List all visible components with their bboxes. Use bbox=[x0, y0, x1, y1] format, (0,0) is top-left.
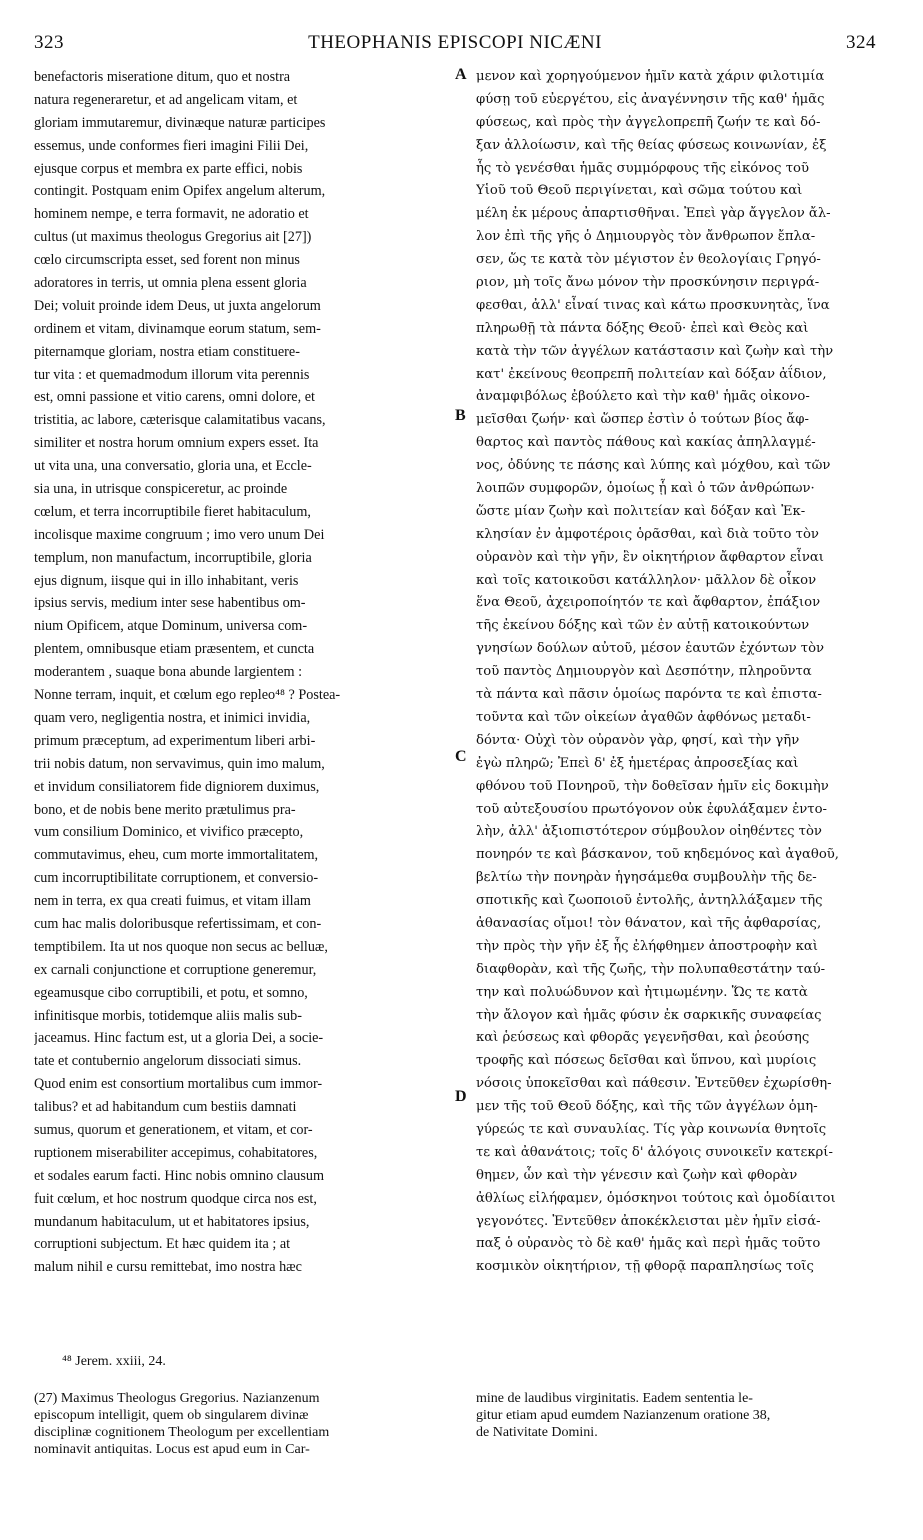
latin-text-line: corruptioni subjectum. Et hæc quidem ita ; at bbox=[34, 1236, 291, 1253]
greek-text-line: καὶ τοῖς κατοικοῦσι κατάλληλον· μᾶλλον δὲ οἶκον bbox=[476, 572, 817, 588]
latin-text-line: ipsius servis, medium inter sese habentibus om- bbox=[34, 595, 306, 612]
latin-text-line: templum, non manufactum, incorruptibile, gloria bbox=[34, 549, 312, 566]
greek-text-line: τοῦντα καὶ τῶν οἰκείων ἀγαθῶν ἀφθόνως μεταδι- bbox=[476, 709, 811, 725]
greek-text-line: ἕνα Θεοῦ, ἀχειροποίητόν τε καὶ ἄφθαρτον, ἐπάξιον bbox=[476, 595, 821, 611]
latin-text-line: similiter et nostra horum omnium expers esset. Ita bbox=[34, 435, 319, 452]
greek-text-line: βελτίω τὴν πονηρὰν ἡγησάμεθα συμβουλὴν τῆς δε- bbox=[476, 870, 817, 886]
latin-text-line: sumus, quorum et generationem, et vitam, et cor- bbox=[34, 1121, 313, 1138]
latin-text-line: cum incorruptibilitate corruptionem, et conversio- bbox=[34, 870, 319, 887]
greek-text-line: φθόνου τοῦ Πονηροῦ, τὴν δοθεῖσαν ἡμῖν εἰς δοκιμὴν bbox=[476, 778, 829, 794]
latin-text-line: tur vita : et quemadmodum illorum vita perennis bbox=[34, 366, 310, 383]
latin-text-line: commutavimus, eheu, cum morte immortalitatem, bbox=[34, 847, 319, 864]
greek-text-line: μέλη ἐκ μέρους ἀπαρτισθῆναι. Ἐπεὶ γὰρ ἄγγελον ἄλ- bbox=[476, 206, 831, 222]
running-header bbox=[34, 32, 876, 58]
greek-text-line: ὥστε μίαν ζωὴν καὶ πολιτείαν καὶ δόξαν καὶ Ἐκ- bbox=[476, 503, 806, 519]
latin-text-line: adoratores in terris, ut omnia plena essent gloria bbox=[34, 275, 307, 292]
greek-text-column bbox=[476, 66, 874, 1279]
greek-text-line: ἀθλίως εἰλήφαμεν, ὁμόσκηνοι τούτοις καὶ ὁμοδίαιτοι bbox=[476, 1190, 836, 1206]
latin-text-line: plentem, omnibusque etiam præsentem, et cuncta bbox=[34, 641, 315, 658]
latin-text-line: tristitia, ac labore, cæterisque calamitatibus vacans, bbox=[34, 412, 326, 429]
section-marker-d: D bbox=[455, 1088, 467, 1105]
greek-text-line: σεν, ὥς τε κατὰ τὸν μέγιστον ἐν θεολογίαις Γρηγό- bbox=[476, 252, 821, 268]
latin-text-line: tate et contubernio angelorum dissociati simus. bbox=[34, 1053, 302, 1070]
greek-text-line: γνησίων δούλων αὐτοῦ, μέσον ἑαυτῶν ἐχόντων τὸν bbox=[476, 641, 825, 657]
latin-text-line: ejus dignum, iisque qui in illo inhabitant, veris bbox=[34, 572, 299, 589]
latin-text-line: et invidum consiliatorem fide digniorem duximus, bbox=[34, 778, 320, 795]
latin-text-line: contingit. Postquam enim Opifex angelum alterum, bbox=[34, 183, 326, 200]
greek-text-line: ξαν ἀλλοίωσιν, καὶ τῆς θείας φύσεως κοινωνίαν, ἐξ bbox=[476, 137, 827, 153]
greek-text-line: παξ ὁ οὐρανὸς τὸ δὲ καθ' ἡμᾶς καὶ περὶ ἡμᾶς τοῦτο bbox=[476, 1236, 821, 1252]
latin-text-line: bono, et de nobis bene merito prætulimus pra- bbox=[34, 801, 296, 818]
latin-text-line: Quod enim est consortium mortalibus cum immor- bbox=[34, 1076, 323, 1093]
greek-text-line: την καὶ πολυώδυνον καὶ ἠτιμωμένην. Ὥς τε κατὰ bbox=[476, 984, 808, 1000]
note-text-line: de Nativitate Domini. bbox=[476, 1425, 598, 1440]
greek-text-line: μεῖσθαι ζωήν· καὶ ὥσπερ ἐστὶν ὁ τούτων βίος ἄφ- bbox=[476, 412, 809, 428]
greek-text-line: τὴν ἄλογον καὶ ἡμᾶς φύσιν ἐκ σαρκικῆς συναφείας bbox=[476, 1007, 822, 1023]
latin-text-line: temptibilem. Ita ut nos quoque non secus ac belluæ, bbox=[34, 938, 328, 955]
greek-text-line: τῆς ἐκείνου δόξης καὶ τῶν ἐν αὐτῇ κατοικούντων bbox=[476, 618, 810, 634]
latin-text-line: et sodales earum facti. Hinc nobis omnino clausum bbox=[34, 1167, 324, 1184]
greek-text-line: λὴν, ἀλλ' ἀξιοπιστότερον σύμβουλον οἰηθέντες τὸν bbox=[476, 824, 822, 840]
greek-text-line: ἀναμφιβόλως ἐβούλετο καὶ τὴν καθ' ἡμᾶς οἰκονο- bbox=[476, 389, 810, 405]
section-marker-a: A bbox=[455, 66, 467, 83]
latin-text-line: infinitisque morbis, totidemque aliis malis sub- bbox=[34, 1007, 302, 1024]
latin-text-line: quam vero, negligentia nostra, et inimici invidia, bbox=[34, 709, 311, 726]
greek-text-line: σποτικῆς καὶ ζωοποιοῦ ἐντολῆς, ἀντηλλάξαμεν τῆς bbox=[476, 893, 823, 909]
latin-text-line: ordinem et vitam, divinamque eorum statum, sem- bbox=[34, 320, 321, 337]
greek-text-line: θημεν, ὧν καὶ τὴν γένεσιν καὶ ζωὴν καὶ φθορὰν bbox=[476, 1167, 798, 1183]
greek-text-line: μεν τῆς τοῦ Θεοῦ δόξης, καὶ τῆς τῶν ἀγγέλων ὁμη- bbox=[476, 1099, 818, 1115]
section-marker-c: C bbox=[455, 748, 467, 765]
greek-text-line: νόσοις ὑποκεῖσθαι καὶ πάθεσιν. Ἐντεῦθεν ἐχωρίσθη- bbox=[476, 1076, 832, 1092]
editor-note-right bbox=[476, 1390, 874, 1441]
latin-text-line: cum hac malis doloribusque refertissimam, et con- bbox=[34, 915, 322, 932]
greek-text-line: κλησίαν ἐν ἀμφοτέροις ὁρᾶσθαι, καὶ διὰ τοῦτο τὸν bbox=[476, 526, 819, 542]
greek-text-line: ἐγὼ πληρῶ; Ἐπεὶ δ' ἐξ ἡμετέρας ἀπροσεξίας καὶ bbox=[476, 755, 799, 771]
greek-text-line: τε καὶ ἀθανάτοις; τοῖς δ' ἀλόγοις συνοικεῖν κατεκρί- bbox=[476, 1144, 833, 1160]
greek-text-line: διαφθορὰν, καὶ τῆς ζωῆς, τὴν πολυπαθεστάτην ταύ- bbox=[476, 961, 826, 977]
greek-text-line: πληρωθῇ τὰ πάντα δόξης Θεοῦ· ἐπεὶ καὶ Θεὸς καὶ bbox=[476, 320, 809, 336]
greek-text-line: λον ἐπὶ τῆς γῆς ὁ Δημιουργὸς τὸν ἄνθρωπον ἔπλα- bbox=[476, 229, 816, 245]
note-text-line: nominavit antiquitas. Locus est apud eum in Car- bbox=[34, 1442, 310, 1457]
latin-text-column bbox=[34, 66, 450, 1279]
note-text-line: gitur etiam apud eumdem Nazianzenum oratione 38, bbox=[476, 1408, 771, 1423]
note-text-line: (27) Maximus Theologus Gregorius. Nazianzenum bbox=[34, 1391, 320, 1406]
greek-text-line: κατὰ τὴν τῶν ἀγγέλων κατάστασιν καὶ ζωὴν καὶ τὴν bbox=[476, 343, 834, 359]
latin-text-line: cultus (ut maximus theologus Gregorius ait [27]) bbox=[34, 229, 312, 246]
greek-text-line: τροφῆς καὶ πόσεως δεῖσθαι καὶ ὕπνου, καὶ μυρίοις bbox=[476, 1053, 817, 1069]
latin-text-line: primum præceptum, ad experimentum liberi arbi- bbox=[34, 732, 316, 749]
page-number-left: 323 bbox=[34, 32, 64, 53]
greek-text-line: ἀθανασίας οἴμοι! τὸν θάνατον, καὶ τῆς ἀφθαρσίας, bbox=[476, 915, 822, 931]
latin-text-line: ex carnali conjunctione et corruptione generemur, bbox=[34, 961, 317, 978]
latin-text-line: ut vita una, una conversatio, gloria una, et Eccle- bbox=[34, 458, 312, 475]
latin-text-line: trii nobis datum, non servavimus, quin imo malum, bbox=[34, 755, 325, 772]
greek-text-line: μενον καὶ χορηγούμενον ἡμῖν κατὰ χάριν φιλοτιμία bbox=[476, 69, 825, 84]
latin-text-line: Nonne terram, inquit, et cœlum ego repleo⁴⁸ ? Postea- bbox=[34, 687, 341, 704]
latin-text-line: vum consilium Dominico, et vivifico præcepto, bbox=[34, 824, 304, 841]
latin-text-line: cœlum, et terra incorruptibile fieret habitaculum, bbox=[34, 503, 311, 520]
latin-text-line: gloriam immutaremur, divinæque naturæ participes bbox=[34, 114, 326, 131]
greek-text-line: κατ' ἐκείνους θεοπρεπῆ πολιτείαν καὶ δόξαν ἀΐδιον, bbox=[476, 366, 827, 382]
greek-text-line: Υἱοῦ τοῦ Θεοῦ περιγίνεται, καὶ σῶμα τούτου καὶ bbox=[476, 183, 803, 199]
latin-text-line: fuit cœlum, et hoc nostrum quodque circa nos est, bbox=[34, 1190, 317, 1207]
greek-text-line: λοιπῶν συμφορῶν, ὁμοίως ᾗ καὶ ὁ τῶν ἀνθρώπων· bbox=[476, 481, 815, 497]
greek-text-line: τὴν πρὸς τὴν γῆν ἐξ ἧς ἐλήφθημεν ἀποστροφὴν καὶ bbox=[476, 938, 818, 954]
latin-text-line: moderantem , suaque bona abunde largientem : bbox=[34, 664, 303, 681]
greek-text-line: νος, ὀδύνης τε πάσης καὶ λύπης καὶ μόχθου, καὶ τῶν bbox=[476, 458, 831, 474]
latin-text-line: nium Opificem, atque Dominum, universa com- bbox=[34, 618, 308, 635]
greek-text-line: γεγονότες. Ἐντεῦθεν ἀποκέκλεισται μὲν ἡμῖν εἰσά- bbox=[476, 1213, 821, 1229]
greek-text-line: φύσῃ τοῦ εὐεργέτου, εἰς ἀναγέννησιν τῆς καθ' ἡμᾶς bbox=[476, 91, 825, 107]
greek-text-line: κοσμικὸν οἰκητήριον, τῇ φθορᾷ παραπλησίως τοῖς bbox=[476, 1259, 814, 1275]
greek-text-line: τὰ πάντα καὶ πᾶσιν ὁμοίως παρόντα τε καὶ ἐπιστα- bbox=[476, 687, 822, 703]
greek-text-line: τοῦ παντὸς Δημιουργὸν καὶ Δεσπότην, πληροῦντα bbox=[476, 664, 812, 680]
latin-text-line: mundanum habitaculum, ut et habitatores ipsius, bbox=[34, 1213, 310, 1230]
editor-note-left bbox=[34, 1390, 450, 1458]
note-text-line: mine de laudibus virginitatis. Eadem sententia le- bbox=[476, 1391, 753, 1406]
latin-text-line: sia una, in utrisque conspiceretur, ac proinde bbox=[34, 481, 288, 498]
greek-text-line: τοῦ αὐτεξουσίου πρωτόγονον οὐκ ἐφυλάξαμεν ἐντο- bbox=[476, 801, 827, 817]
greek-text-line: πονηρόν τε καὶ βάσκανον, τοῦ κηδεμόνος καὶ ἀγαθοῦ, bbox=[476, 847, 839, 863]
note-text-line: disciplinæ cognitionem Theologum per excellentiam bbox=[34, 1425, 330, 1440]
latin-text-line: natura regeneraretur, et ad angelicam vitam, et bbox=[34, 91, 298, 108]
running-title: THEOPHANIS EPISCOPI NICÆNI bbox=[308, 32, 602, 53]
latin-text-line: piternamque gloriam, nostra etiam constituere- bbox=[34, 343, 300, 360]
greek-text-line: καὶ ῥεύσεως καὶ φθορᾶς γεγενῆσθαι, καὶ ῥεούσης bbox=[476, 1030, 810, 1046]
greek-text-line: γύρεώς τε καὶ συναυλίας. Τίς γὰρ κοινωνία θνητοῖς bbox=[476, 1121, 827, 1137]
latin-text-line: ejusque corpus et membra ex parte effici, nobis bbox=[34, 160, 303, 177]
latin-text-line: incolisque maxime congruum ; imo vero unum Dei bbox=[34, 526, 325, 543]
latin-text-line: cœlo circumscripta esset, sed forent non minus bbox=[34, 252, 300, 269]
latin-text-line: benefactoris miseratione ditum, quo et nostra bbox=[34, 69, 291, 85]
greek-text-line: θαρτος καὶ παντὸς πάθους καὶ κακίας ἀπηλλαγμέ- bbox=[476, 435, 816, 451]
greek-text-line: φύσεως, καὶ πρὸς τὴν ἀγγελοπρεπῆ ζωήν τε καὶ δό- bbox=[476, 114, 821, 130]
latin-text-line: ruptionem miserabiliter accepimus, cohabitatores, bbox=[34, 1144, 318, 1161]
latin-text-line: Dei; voluit proinde idem Deus, ut juxta angelorum bbox=[34, 297, 321, 314]
section-marker-b: B bbox=[455, 407, 466, 424]
latin-text-line: malum nihil e cursu remittebat, imo nostra hæc bbox=[34, 1259, 302, 1276]
page-number-right: 324 bbox=[846, 32, 876, 53]
latin-text-line: hominem nempe, e terra formavit, ne adoratio et bbox=[34, 206, 309, 223]
greek-text-line: ἧς τὸ γενέσθαι ἡμᾶς συμμόρφους τῆς εἰκόνος τοῦ bbox=[476, 160, 809, 176]
greek-text-line: δόντα· Οὐχὶ τὸν οὐρανὸν γὰρ, φησί, καὶ τὴν γῆν bbox=[476, 732, 800, 748]
latin-text-line: jaceamus. Hinc factum est, ut a gloria Dei, a socie- bbox=[34, 1030, 324, 1047]
footnote: ⁴⁸ Jerem. xxiii, 24. bbox=[62, 1354, 166, 1369]
latin-text-line: talibus? et ad habitandum cum bestiis damnati bbox=[34, 1099, 297, 1116]
greek-text-line: οὐρανὸν καὶ τὴν γῆν, ἓν οἰκητήριον ἄφθαρτον εἶναι bbox=[476, 549, 824, 565]
latin-text-line: nem in terra, ex qua creati fuimus, et vitam illam bbox=[34, 893, 311, 910]
note-text-line: episcopum intelligit, quem ob singularem divinæ bbox=[34, 1408, 309, 1423]
latin-text-line: egeamusque cibo corruptibili, et potu, et somno, bbox=[34, 984, 308, 1001]
greek-text-line: ριον, μὴ τοῖς ἄνω μόνον τὴν προσκύνησιν περιγρά- bbox=[476, 275, 820, 291]
latin-text-line: est, omni passione et vitio carens, omni dolore, et bbox=[34, 389, 315, 406]
greek-text-line: φεσθαι, ἀλλ' εἶναί τινας καὶ κάτω προσκυνητὰς, ἵνα bbox=[476, 297, 830, 313]
latin-text-line: essemus, unde conformes fieri imagini Filii Dei, bbox=[34, 137, 309, 154]
